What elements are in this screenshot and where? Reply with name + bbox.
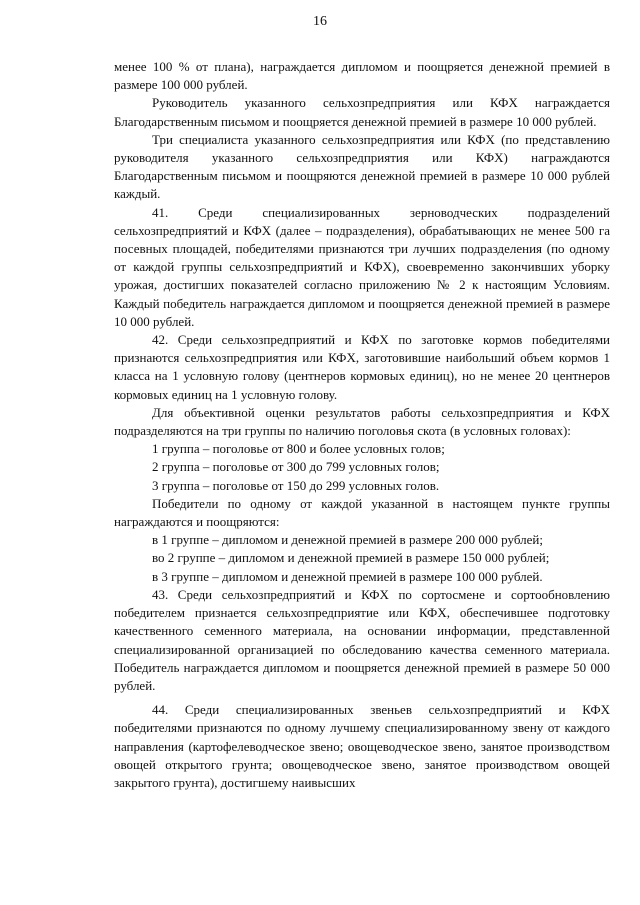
paragraph: Руководитель указанного сельхозпредприятия или КФХ награждается Благодарственным письмом и поощряется денежной премией в размере 10 000 рублей. (114, 95, 610, 129)
paragraph: Победители по одному от каждой указанной в настоящем пункте группы награждаются и поощряются: (114, 495, 610, 530)
paragraph: 44. Среди специализированных звеньев сельхозпредприятий и КФХ победителями признаются по одному лучшему специализированному звену от каждого направления (картофелеводческое звено; овощеводческое звено, занятое производством овощей открытого грунта; овощеводческое звено, занятое производством овощей закрытого грунта), достигшему наивысших (114, 702, 610, 790)
document-body (114, 58, 610, 792)
paragraph: в 3 группе – дипломом и денежной премией в размере 100 000 рублей. (152, 568, 543, 584)
paragraph: в 1 группе – дипломом и денежной премией в размере 200 000 рублей; (152, 532, 543, 548)
paragraph: Три специалиста указанного сельхозпредприятия или КФХ (по представлению руководителя указанного сельхозпредприятия или КФХ) награждаются Благодарственным письмом и поощряются денежной премией в размере 10 000 рублей каждый. (114, 131, 610, 202)
paragraph: 1 группа – поголовье от 800 и более условных голов; (152, 441, 445, 457)
paragraph: 43. Среди сельхозпредприятий и КФХ по сортосмене и сортообновлению победителем признается сельхозпредприятие или КФХ, обеспечившее подготовку качественного семенного материала, на основании информации, представленной специализированной организацией по обследованию качества семенного материала. Победитель награждается дипломом и поощряется денежной премией в размере 50 000 рублей. (114, 586, 610, 693)
page-number: 16 (313, 14, 327, 29)
paragraph: 2 группа – поголовье от 300 до 799 условных голов; (152, 459, 440, 475)
paragraph: Для объективной оценки результатов работы сельхозпредприятия и КФХ подразделяются на три группы по наличию поголовья скота (в условных головах): (114, 404, 610, 439)
paragraph: менее 100 % от плана), награждается дипломом и поощряется денежной премией в размере 100 000 рублей. (114, 59, 610, 93)
paragraph: во 2 группе – дипломом и денежной премией в размере 150 000 рублей; (152, 550, 550, 566)
paragraph: 41. Среди специализированных зерноводческих подразделений сельхозпредприятий и КФХ (далее – подразделения), обрабатывающих не менее 500 га посевных площадей, победителями признаются три лучших подразделения (по одному от каждой группы сельхозпредприятий и КФХ), своевременно закончивших уборку урожая, достигших показателей согласно приложению № 2 к настоящим Условиям. Каждый победитель награждается дипломом и поощряется денежной премией в размере 10 000 рублей. (114, 204, 610, 329)
paragraph: 42. Среди сельхозпредприятий и КФХ по заготовке кормов победителями признаются сельхозпредприятия или КФХ, заготовившие наибольший объем кормов 1 класса на 1 условную голову (центнеров кормовых единиц), но не менее 20 центнеров кормовых единиц на 1 условную голову. (114, 332, 610, 402)
paragraph: 3 группа – поголовье от 150 до 299 условных голов. (152, 477, 440, 493)
